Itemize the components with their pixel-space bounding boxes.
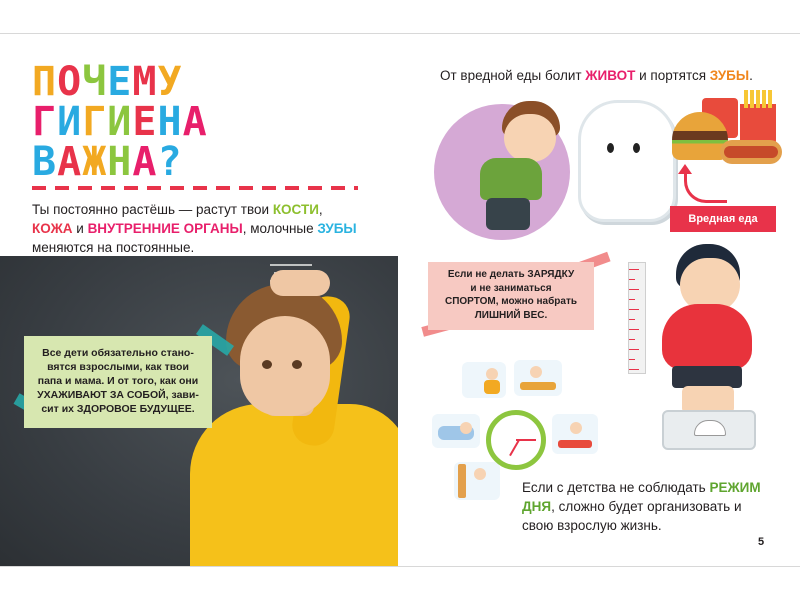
tooth-eye [607,143,614,153]
note-text: Если не делать [447,269,528,280]
note-text: и не заниматься [470,282,552,294]
note-text: СПОРТОМ [444,296,496,307]
ruler-mark [629,349,639,350]
sick-boy-legs [486,198,530,230]
vignette-figure [530,366,542,378]
note-text: ЗДОРОВОЕ БУДУЩЕЕ [76,403,192,415]
child-hand [270,270,330,296]
ruler-mark [629,289,639,290]
note-text: папа и мама. И от того, как они [37,375,199,387]
ruler-mark [629,319,635,320]
routine-vignette-sport [454,462,500,500]
note-exercise [428,262,594,330]
title-letter: А [132,139,158,185]
title-letter: Г [32,99,58,145]
child-eye [292,360,302,369]
title-letter: О [57,59,83,105]
title-line-3 [32,139,183,185]
title-line-1 [32,59,183,105]
vignette-figure [460,422,472,434]
heading-text: От вредной еды болит [440,68,586,83]
tooth-eye [633,143,640,153]
title-letter: Е [132,99,158,145]
note-text: . [191,403,195,415]
routine-vignette-sleep [432,414,480,448]
spread-bottom-edge [0,566,800,567]
note-text: УХАЖИВАЮТ ЗА СОБОЙ [37,389,166,401]
note-text: , зави- [165,389,199,401]
routine-vignette-study [552,414,598,454]
vignette-figure [474,468,486,480]
title-letter: Е [107,59,133,105]
routine-vignette-washing [462,362,506,398]
spread-top-edge [0,33,800,34]
ruler-mark [629,279,635,280]
note-text: сит их [41,403,77,415]
intro-text: , [318,202,323,217]
note-text: Все дети обязательно стано- [42,347,194,359]
arrow-icon [684,170,727,203]
intro-text: Ты постоянно растёшь — растут твои [32,202,273,217]
title-letter: М [132,59,158,105]
vignette-figure [458,464,466,498]
vignette-figure [570,422,582,434]
note-text: ЗАРЯДКУ [527,269,575,280]
intro-text: и [72,221,88,236]
title-letter: Ж [82,139,108,185]
junk-food-label: Вредная еда [670,206,776,232]
title-letter: Н [107,139,133,185]
title-letter: А [182,99,208,145]
highlight-organs: ВНУТРЕННИЕ ОРГАНЫ [87,221,243,236]
ruler-mark [629,339,635,340]
title-letter: Н [157,99,183,145]
highlight-teeth-2: ЗУБЫ [709,68,750,83]
bathroom-scale-icon [662,410,756,450]
note-text: вятся взрослыми, как твои [47,361,189,373]
highlight-routine: РЕЖИМ ДНЯ [522,480,761,514]
junk-food-heading [440,68,753,83]
highlight-skin: КОЖА [32,221,73,236]
title-letter: Г [82,99,108,145]
highlight-teeth: ЗУБЫ [317,221,357,236]
chalk-mark [270,264,312,266]
vignette-figure [520,382,556,390]
title-letter: А [57,139,83,185]
intro-paragraph [32,200,372,257]
ruler-mark [629,299,635,300]
title-letter: В [32,139,58,185]
ruler-mark [629,309,639,310]
note-text: . [544,309,548,321]
title-letter: И [107,99,133,145]
ruler-mark [629,329,639,330]
highlight-belly: ЖИВОТ [585,68,636,83]
ruler-mark [629,359,635,360]
scale-dial [694,420,726,436]
routine-text: Если с детства не соблюдать [522,480,710,495]
page-number: 5 [758,536,765,548]
clock-icon [486,410,546,470]
ruler-mark [629,369,639,370]
note-text: ЛИШНИЙ ВЕС [474,309,545,321]
intro-text: меняются на постоянные. [32,240,195,255]
height-ruler [628,262,646,374]
dashed-divider [32,186,358,190]
routine-text: , сложно будет организовать и свою взрослую жизнь. [522,499,742,533]
arrow-head-icon [678,164,692,174]
hotdog-icon [720,140,782,164]
heading-text: и портятся [635,68,710,83]
child-face [240,316,330,416]
routine-paragraph [522,478,772,535]
clock-hand [509,440,520,457]
title-letter: ? [157,139,183,185]
vignette-figure [484,380,500,394]
note-growing-up [24,336,212,428]
intro-text: , молочные [242,221,318,236]
vignette-figure [486,368,498,380]
sad-tooth-illustration [578,100,676,222]
highlight-bones: КОСТИ [272,202,319,217]
routine-vignette-breakfast [514,360,562,396]
vignette-figure [558,440,592,448]
boy-on-scale-shorts [672,366,742,388]
ruler-mark [629,269,639,270]
title-line-2 [32,99,208,145]
note-text: , можно набрать [495,296,577,307]
child-eye [262,360,272,369]
title-letter: Ч [82,59,108,105]
title-letter: П [32,59,58,105]
boy-on-scale-body [662,304,752,370]
sick-boy-face [504,114,556,162]
title-letter: И [57,99,83,145]
sick-boy-shirt [480,158,542,200]
title-letter: У [157,59,183,105]
heading-text: . [749,68,753,83]
